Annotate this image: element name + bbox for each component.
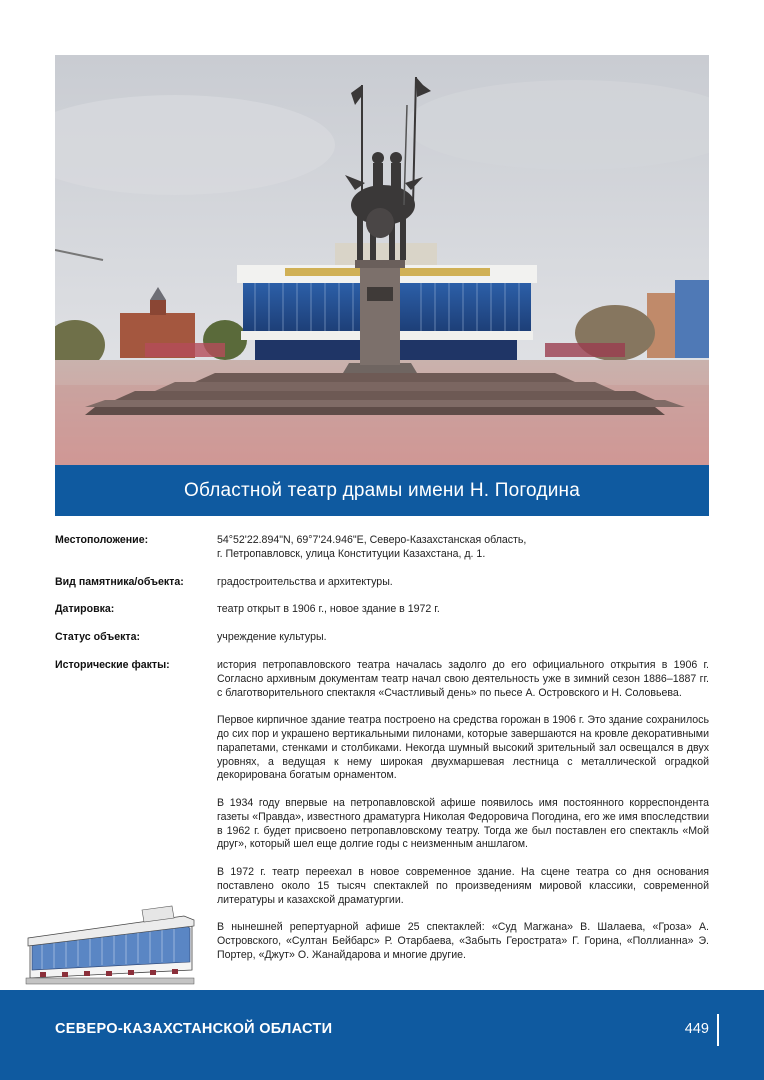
theatre-building-sketch-icon [22, 900, 208, 990]
field-label: Местоположение: [55, 534, 149, 546]
history-paragraph: история петропавловского театра началась задолго до его официального открытия в 1906 г. Согласно архивным документам театр начал свою деятельность уже в зимний сезон 1886–1887 гг. с благотворительного спектакля «Счастливый день» по пьесе А. Островского и Н. Соловьева. [217, 658, 709, 699]
page-number: 449 [684, 1021, 709, 1037]
footer-divider [717, 1014, 719, 1046]
field-status [55, 631, 709, 645]
field-location [55, 534, 709, 562]
page-footer [0, 990, 764, 1080]
theatre-photo [55, 55, 709, 465]
field-label: Вид памятника/объекта: [55, 575, 184, 588]
field-value [217, 659, 709, 976]
field-dating [55, 603, 709, 617]
field-value [217, 534, 709, 562]
field-value: учреждение культуры. [217, 631, 327, 644]
object-title: Областной театр драмы имени Н. Погодина [55, 465, 709, 516]
location-coordinates: 54°52'22.894"N, 69°7'24.946"E, Северо-Казахстанская область, [217, 534, 527, 546]
field-label: Датировка: [55, 603, 115, 616]
location-address: г. Петропавловск, улица Конституции Казахстана, д. 1. [217, 547, 486, 560]
field-value: театр открыт в 1906 г., новое здание в 1972 г. [217, 603, 440, 616]
history-paragraph: В 1934 году впервые на петропавловской афише появилось имя постоянного корреспондента газеты «Правда», известного драматурга Николая Федоровича Погодина, его же имя впоследствии в 1962 г. будет присвоено петропавловскому театру. Тогда же был поставлен его спектакль «Мой друг», который шел еще долгие годы с неизменным аншлагом. [217, 796, 709, 851]
history-paragraph: Первое кирпичное здание театра построено на средства горожан в 1906 г. Это здание сохранилось до сих пор и украшено вертикальными пилонами, которые завершаются на кровле декоративными парапетами, стенками и столбиками. Некогда шумный высокий зрительный зал освещался в двух уровнях, а ведущая к нему широкая двухмаршевая лестница с металлической оградкой декорирована богатым орнаментом. [217, 714, 709, 782]
footer-region: СЕВЕРО-КАЗАХСТАНСКОЙ ОБЛАСТИ [55, 1021, 333, 1037]
history-paragraph: В нынешней репертуарной афише 25 спектаклей: «Суд Магжана» В. Шалаева, «Гроза» А. Островского, «Султан Бейбарс» Р. Отарбаева, «Забыть Герострата» Г. Горина, «Поллианна» Э. Портер, «Джут» О. Жанайдарова и многие другие. [217, 921, 709, 961]
field-type [55, 576, 709, 590]
field-label: Статус объекта: [55, 631, 141, 644]
field-label: Исторические факты: [55, 658, 170, 671]
history-paragraph: В 1972 г. театр переехал в новое современное здание. На сцене театра со дня основания поставлено около 15 тысяч спектаклей по произведениям мировой классики, современной литературы и казахской драматургии. [217, 865, 709, 906]
field-value: градостроительства и архитектуры. [217, 575, 393, 588]
